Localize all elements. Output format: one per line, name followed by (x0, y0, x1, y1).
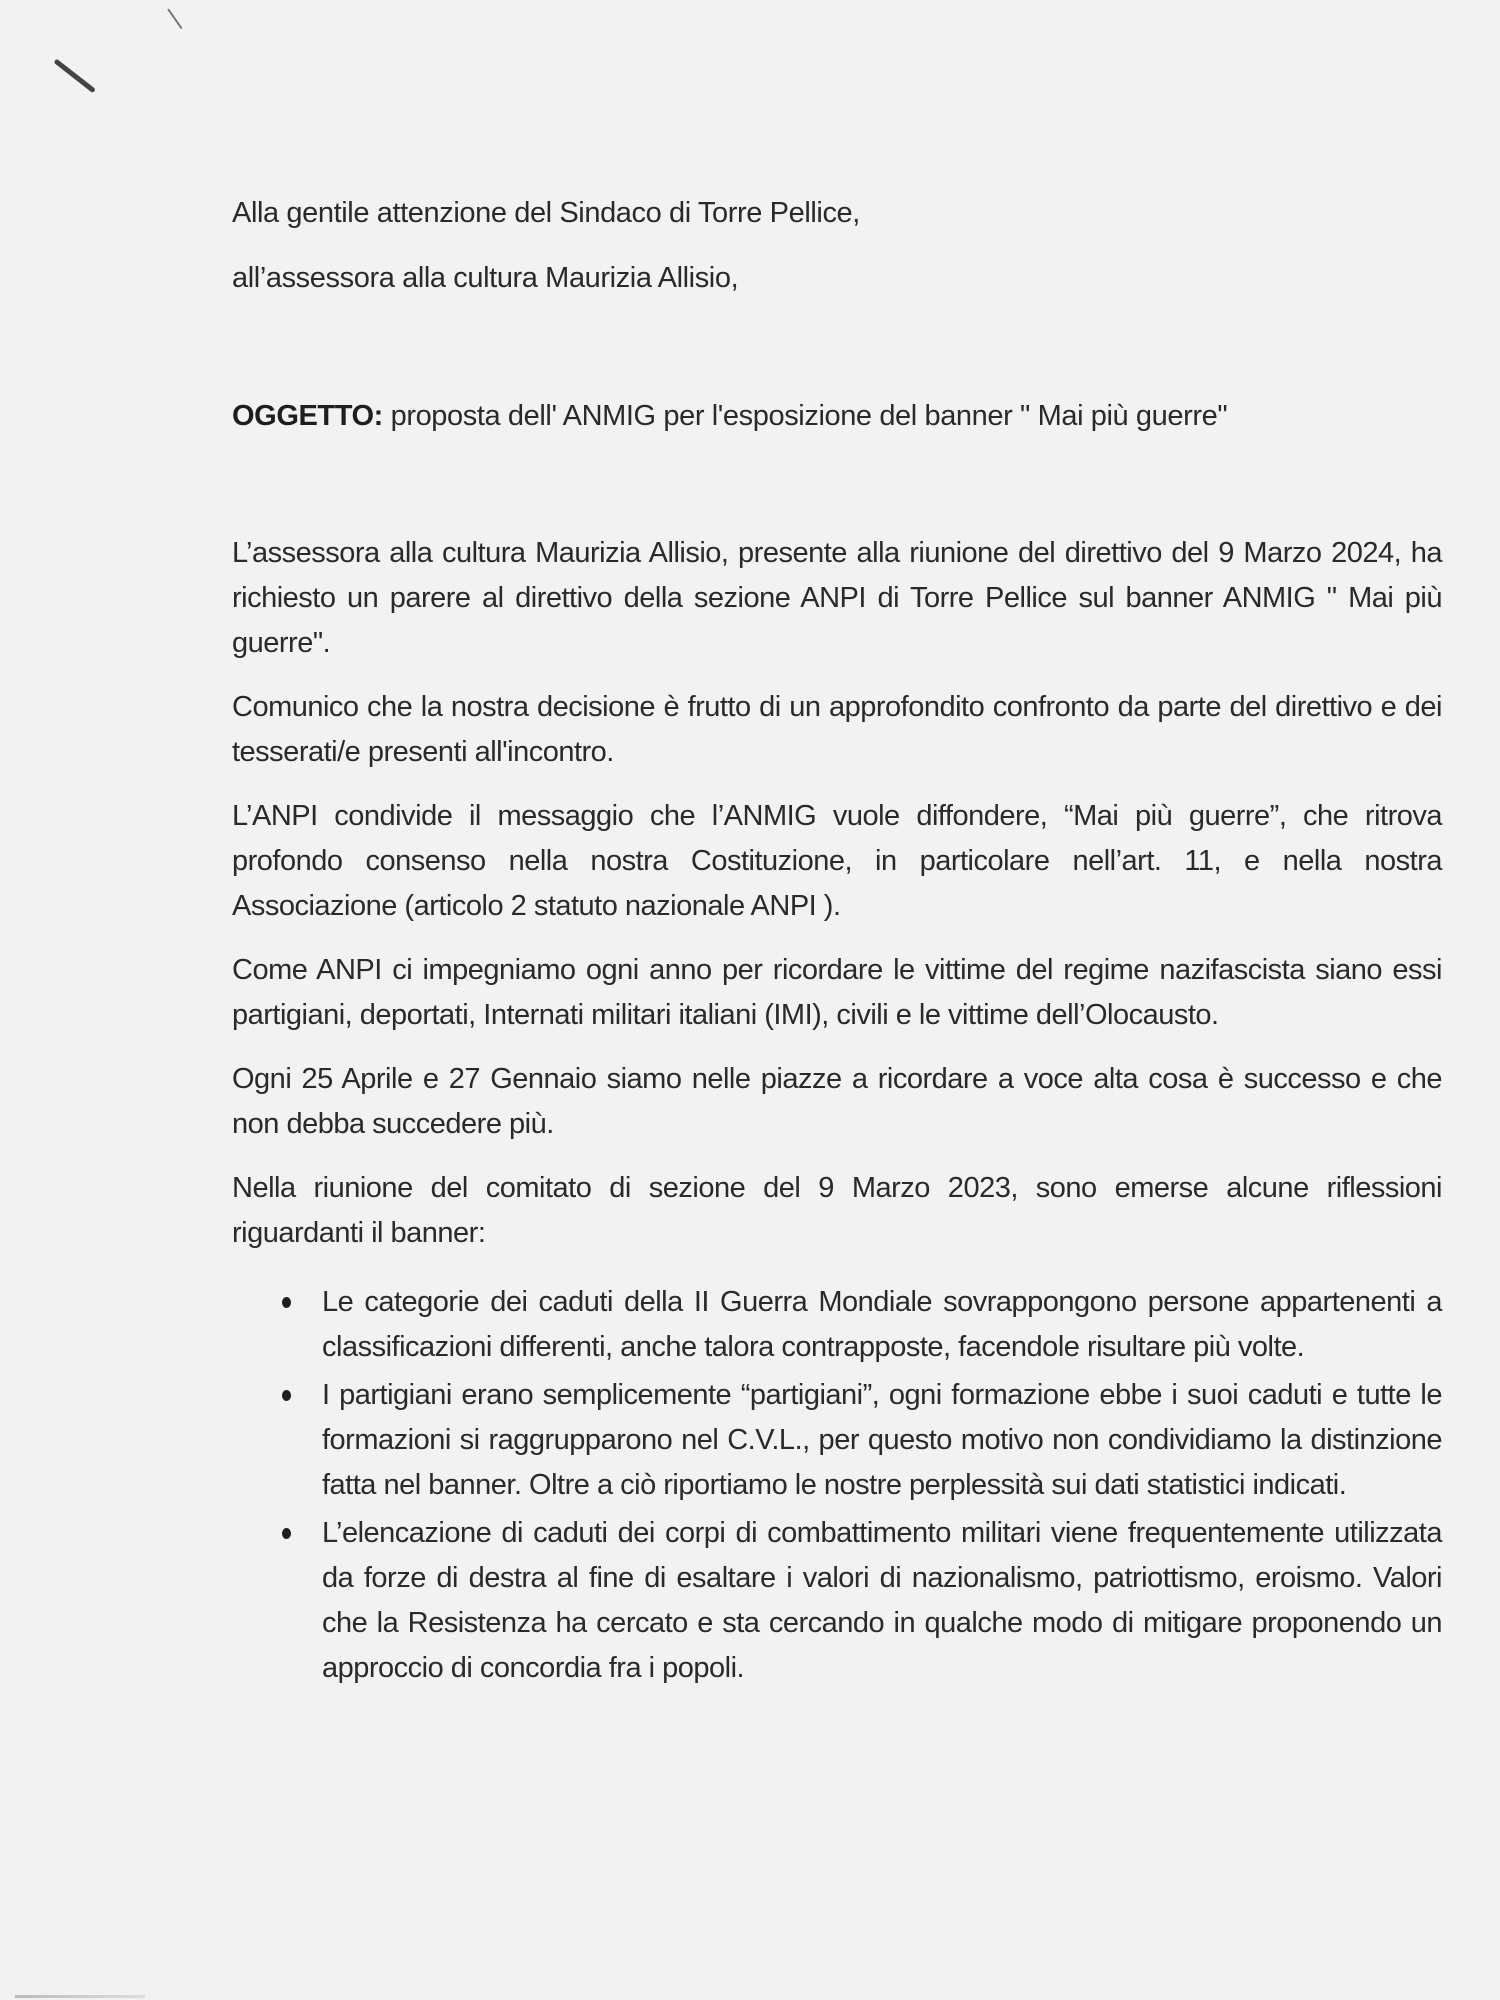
scan-pen-mark-small (167, 8, 182, 29)
bullet-icon (282, 1390, 291, 1401)
list-item-text: I partigiani erano semplicemente “partigiani”, ogni formazione ebbe i suoi caduti e tutte le formazioni si raggrupparono nel C.V.L., per questo motivo non condividiamo la distinzione fatta nel banner. Oltre a ciò riportiamo le nostre perplessità sui dati statistici indicati. (322, 1379, 1442, 1501)
paragraph-commemorations: Ogni 25 Aprile e 27 Gennaio siamo nelle piazze a ricordare a voce alta cosa è successo e che non debba succedere più. (232, 1063, 1442, 1140)
bullet-icon (282, 1528, 291, 1539)
addressee-councillor: all’assessora alla cultura Maurizia Allisio, (232, 262, 739, 294)
paragraph-reflections-intro: Nella riunione del comitato di sezione del 9 Marzo 2023, sono emerse alcune riflessioni riguardanti il banner: (232, 1172, 1442, 1249)
letter-page (232, 190, 1442, 1694)
subject-label: OGGETTO: (232, 400, 383, 432)
bullet-icon (282, 1297, 291, 1308)
scan-pen-mark (53, 59, 95, 94)
subject-text: proposta dell' ANMIG per l'esposizione del banner " Mai più guerre" (382, 400, 1228, 432)
scan-page-edge (15, 1995, 145, 1998)
subject-line (232, 393, 1442, 439)
list-item-text: L’elencazione di caduti dei corpi di combattimento militari viene frequentemente utilizzata da forze di destra al fine di esaltare i valori di nazionalismo, patriottismo, eroismo. Valori che la Resistenza ha cercato e sta cercando in qualche modo di mitigare proponendo un approccio di concordia fra i popoli. (322, 1517, 1442, 1684)
paragraph-shared-message: L’ANPI condivide il messaggio che l’ANMIG vuole diffondere, “Mai più guerre”, che ritrova profondo consenso nella nostra Costituzione, in particolare nell’art. 11, e nella nostra Associazione (articolo 2 statuto nazionale ANPI ). (232, 800, 1442, 922)
addressee-mayor: Alla gentile attenzione del Sindaco di Torre Pellice, (232, 197, 860, 229)
list-item (232, 1280, 1442, 1370)
reflections-list (232, 1280, 1442, 1691)
paragraph-request: L’assessora alla cultura Maurizia Allisio, presente alla riunione del direttivo del 9 Marzo 2024, ha richiesto un parere al direttivo della sezione ANPI di Torre Pellice sul banner ANMIG " Mai più guerre". (232, 537, 1442, 659)
paragraph-decision: Comunico che la nostra decisione è frutto di un approfondito confronto da parte del direttivo e dei tesserati/e presenti all'incontro. (232, 691, 1442, 768)
paragraph-remembrance: Come ANPI ci impegniamo ogni anno per ricordare le vittime del regime nazifascista siano essi partigiani, deportati, Internati militari italiani (IMI), civili e le vittime dell’Olocausto. (232, 954, 1442, 1031)
list-item-text: Le categorie dei caduti della II Guerra Mondiale sovrappongono persone appartenenti a classificazioni differenti, anche talora contrapposte, facendole risultare più volte. (322, 1286, 1442, 1363)
list-item (232, 1373, 1442, 1508)
list-item (232, 1511, 1442, 1691)
